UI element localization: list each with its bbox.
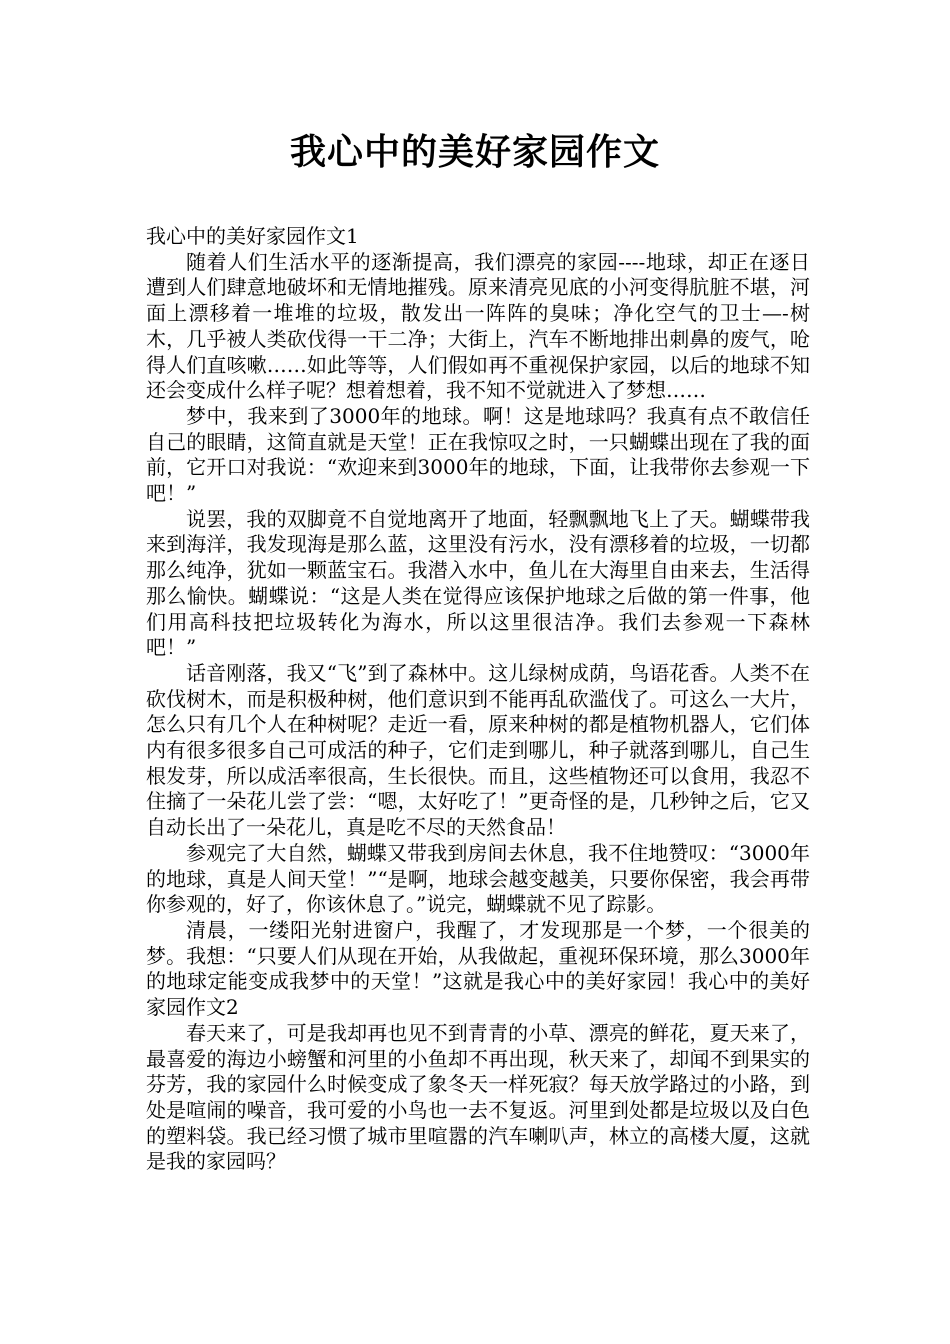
body-paragraph: 梦中，我来到了3000年的地球。啊！这是地球吗？我真有点不敢信任自己的眼睛，这简直就是天堂！正在我惊叹之时，一只蝴蝶出现在了我的面前，它开口对我说：“欢迎来到3000年的地球，下面，让我带你去参观一下吧！” [146,403,810,506]
section-heading-1: 我心中的美好家园作文1 [146,224,359,248]
body-paragraph: 春天来了，可是我却再也见不到青青的小草、漂亮的鲜花，夏天来了，最喜爱的海边小螃蟹和河里的小鱼却不再出现，秋天来了，却闻不到果实的芬芳，我的家园什么时候变成了象冬天一样死寂？每天放学路过的小路，到处是喧闹的噪音，我可爱的小鸟也一去不复返。河里到处都是垃圾以及白色的塑料袋。我已经习惯了城市里喧嚣的汽车喇叭声，林立的高楼大厦，这就是我的家园吗？ [146,1020,810,1174]
body-paragraph: 说罢，我的双脚竟不自觉地离开了地面，轻飘飘地飞上了天。蝴蝶带我来到海洋，我发现海是那么蓝，这里没有污水，没有漂移着的垃圾，一切都那么纯净，犹如一颗蓝宝石。我潜入水中，鱼儿在大海里自由来去，生活得那么愉快。蝴蝶说：“这是人类在觉得应该保护地球之后做的第一件事，他们用高科技把垃圾转化为海水，所以这里很洁净。我们去参观一下森林吧！” [146,506,810,660]
document-title: 我心中的美好家园作文 [289,131,660,173]
body-paragraph: 随着人们生活水平的逐渐提高，我们漂亮的家园----地球，却正在逐日遭到人们肆意地破坏和无情地摧残。原来清亮见底的小河变得肮脏不堪，河面上漂移着一堆堆的垃圾，散发出一阵阵的臭味；净化空气的卫士—-树木，几乎被人类砍伐得一干二净；大街上，汽车不断地排出刺鼻的废气，呛得人们直咳嗽……如此等等，人们假如再不重视保护家园，以后的地球不知还会变成什么样子呢？想着想着，我不知不觉就进入了梦想…… [146,249,810,403]
body-paragraph: 清晨，一缕阳光射进窗户，我醒了，才发现那是一个梦，一个很美的梦。我想：“只要人们从现在开始，从我做起，重视环保环境，那么3000年的地球定能变成我梦中的天堂！”这就是我心中的美好家园！我心中的美好家园作文2 [146,917,810,1020]
body-paragraph: 参观完了大自然，蝴蝶又带我到房间去休息，我不住地赞叹：“3000年的地球，真是人间天堂！”“是啊，地球会越变越美，只要你保密，我会再带你参观的，好了，你该休息了。”说完，蝴蝶就不见了踪影。 [146,840,810,917]
body-paragraph: 话音刚落，我又“飞”到了森林中。这儿绿树成荫，鸟语花香。人类不在砍伐树木，而是积极种树，他们意识到不能再乱砍滥伐了。可这么一大片，怎么只有几个人在种树呢？走近一看，原来种树的都是植物机器人，它们体内有很多很多自己可成活的种子，它们走到哪儿，种子就落到哪儿，自己生根发芽，所以成活率很高，生长很快。而且，这些植物还可以食用，我忍不住摘了一朵花儿尝了尝：“嗯，太好吃了！”更奇怪的是，几秒钟之后，它又自动长出了一朵花儿，真是吃不尽的天然食品！ [146,660,810,840]
document-body [146,224,810,1175]
